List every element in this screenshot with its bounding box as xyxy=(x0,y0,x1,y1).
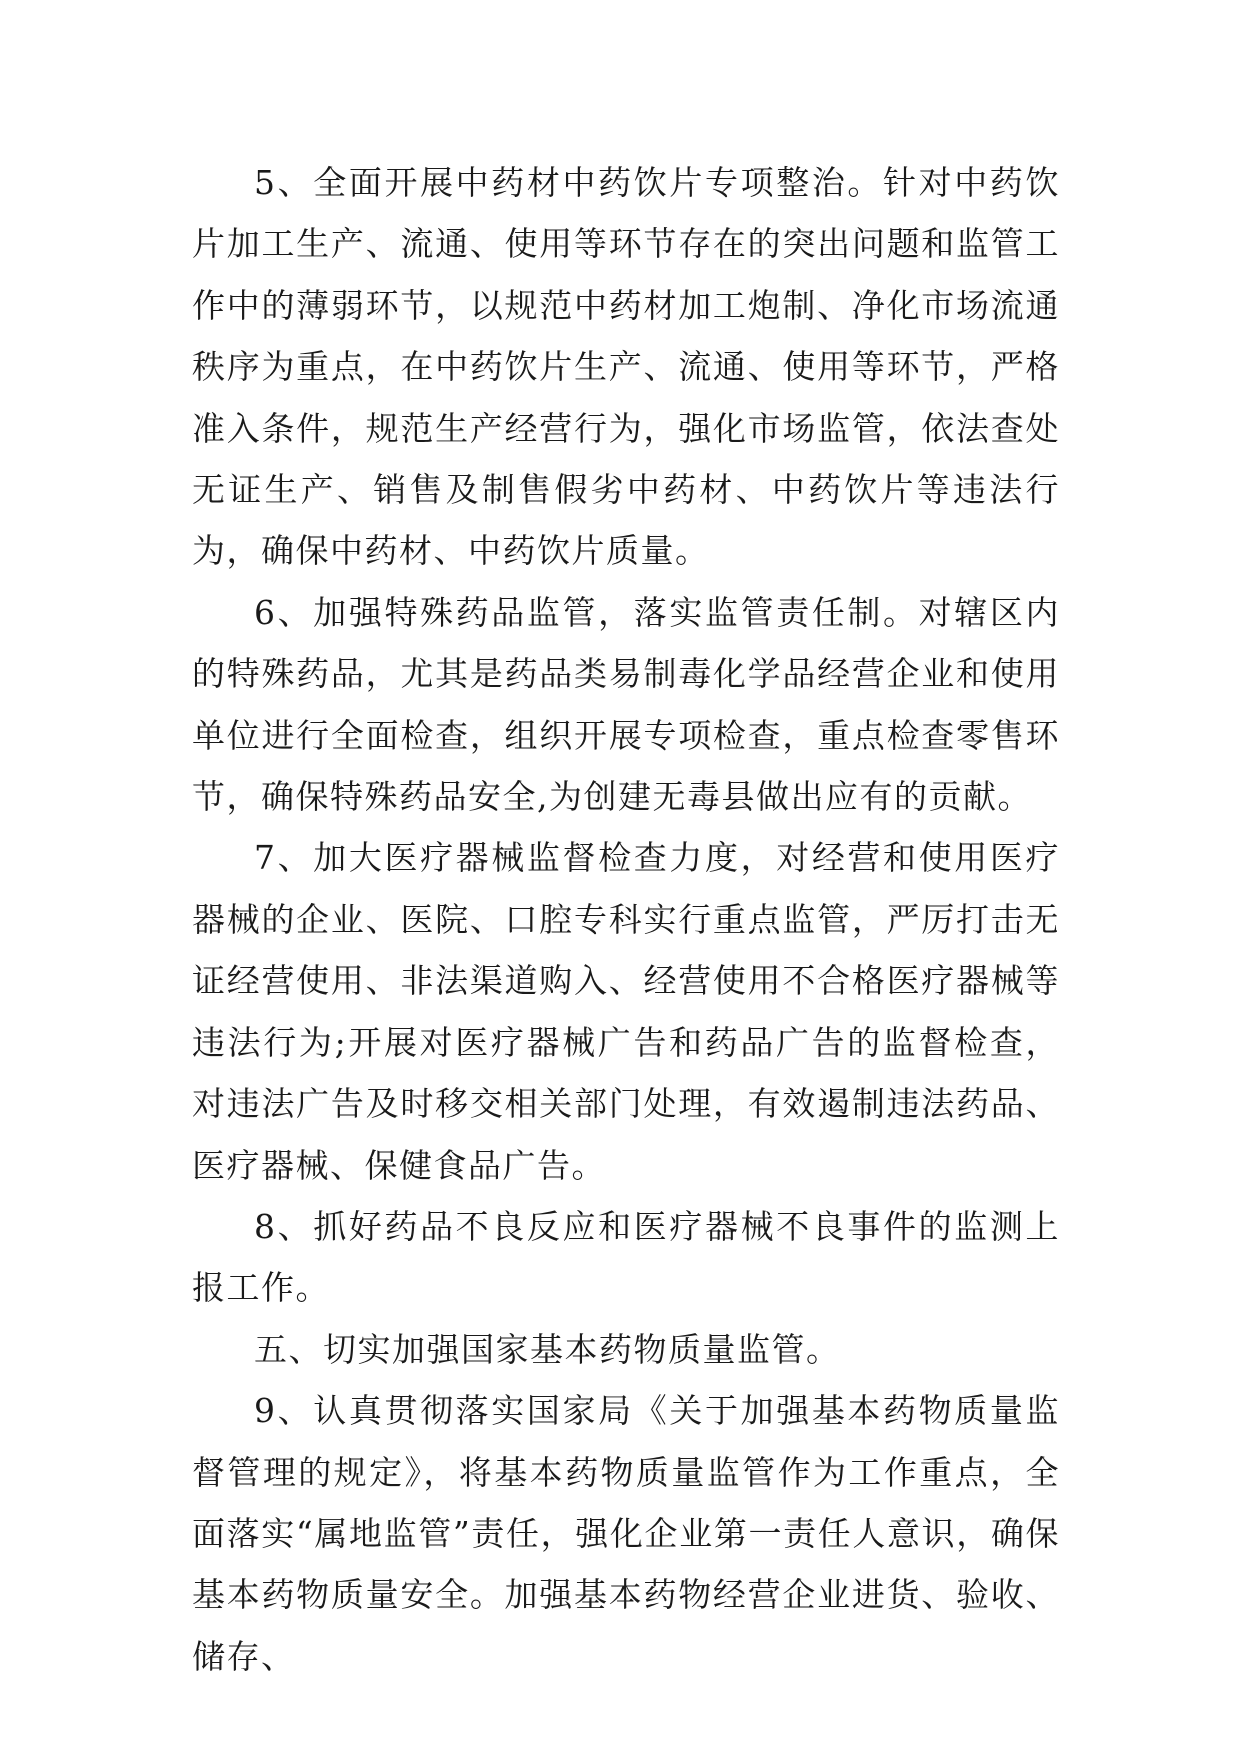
section-heading-5: 五、切实加强国家基本药物质量监管。 xyxy=(254,1329,841,1369)
document-body xyxy=(192,152,1060,1687)
paragraph-item-9: 9、认真贯彻落实国家局《关于加强基本药物质量监督管理的规定》，将基本药物质量监管作为工作重点，全面落实“属地监管”责任，强化企业第一责任人意识，确保基本药物质量安全。加强基本药物经营企业进货、验收、储存、 xyxy=(192,1391,1060,1676)
paragraph-item-6: 6、加强特殊药品监管，落实监管责任制。对辖区内的特殊药品，尤其是药品类易制毒化学品经营企业和使用单位进行全面检查，组织开展专项检查，重点检查零售环节，确保特殊药品安全,为创建无毒县做出应有的贡献。 xyxy=(192,592,1060,817)
paragraph-item-8: 8、抓好药品不良反应和医疗器械不良事件的监测上报工作。 xyxy=(192,1206,1060,1308)
paragraph-item-7: 7、加大医疗器械监督检查力度，对经营和使用医疗器械的企业、医院、口腔专科实行重点监管，严厉打击无证经营使用、非法渠道购入、经营使用不合格医疗器械等违法行为;开展对医疗器械广告和药品广告的监督检查，对违法广告及时移交相关部门处理，有效遏制违法药品、医疗器械、保健食品广告。 xyxy=(192,838,1060,1185)
paragraph-item-5: 5、全面开展中药材中药饮片专项整治。针对中药饮片加工生产、流通、使用等环节存在的突出问题和监管工作中的薄弱环节，以规范中药材加工炮制、净化市场流通秩序为重点，在中药饮片生产、流通、使用等环节，严格准入条件，规范生产经营行为，强化市场监管，依法查处无证生产、销售及制售假劣中药材、中药饮片等违法行为，确保中药材、中药饮片质量。 xyxy=(192,163,1060,571)
